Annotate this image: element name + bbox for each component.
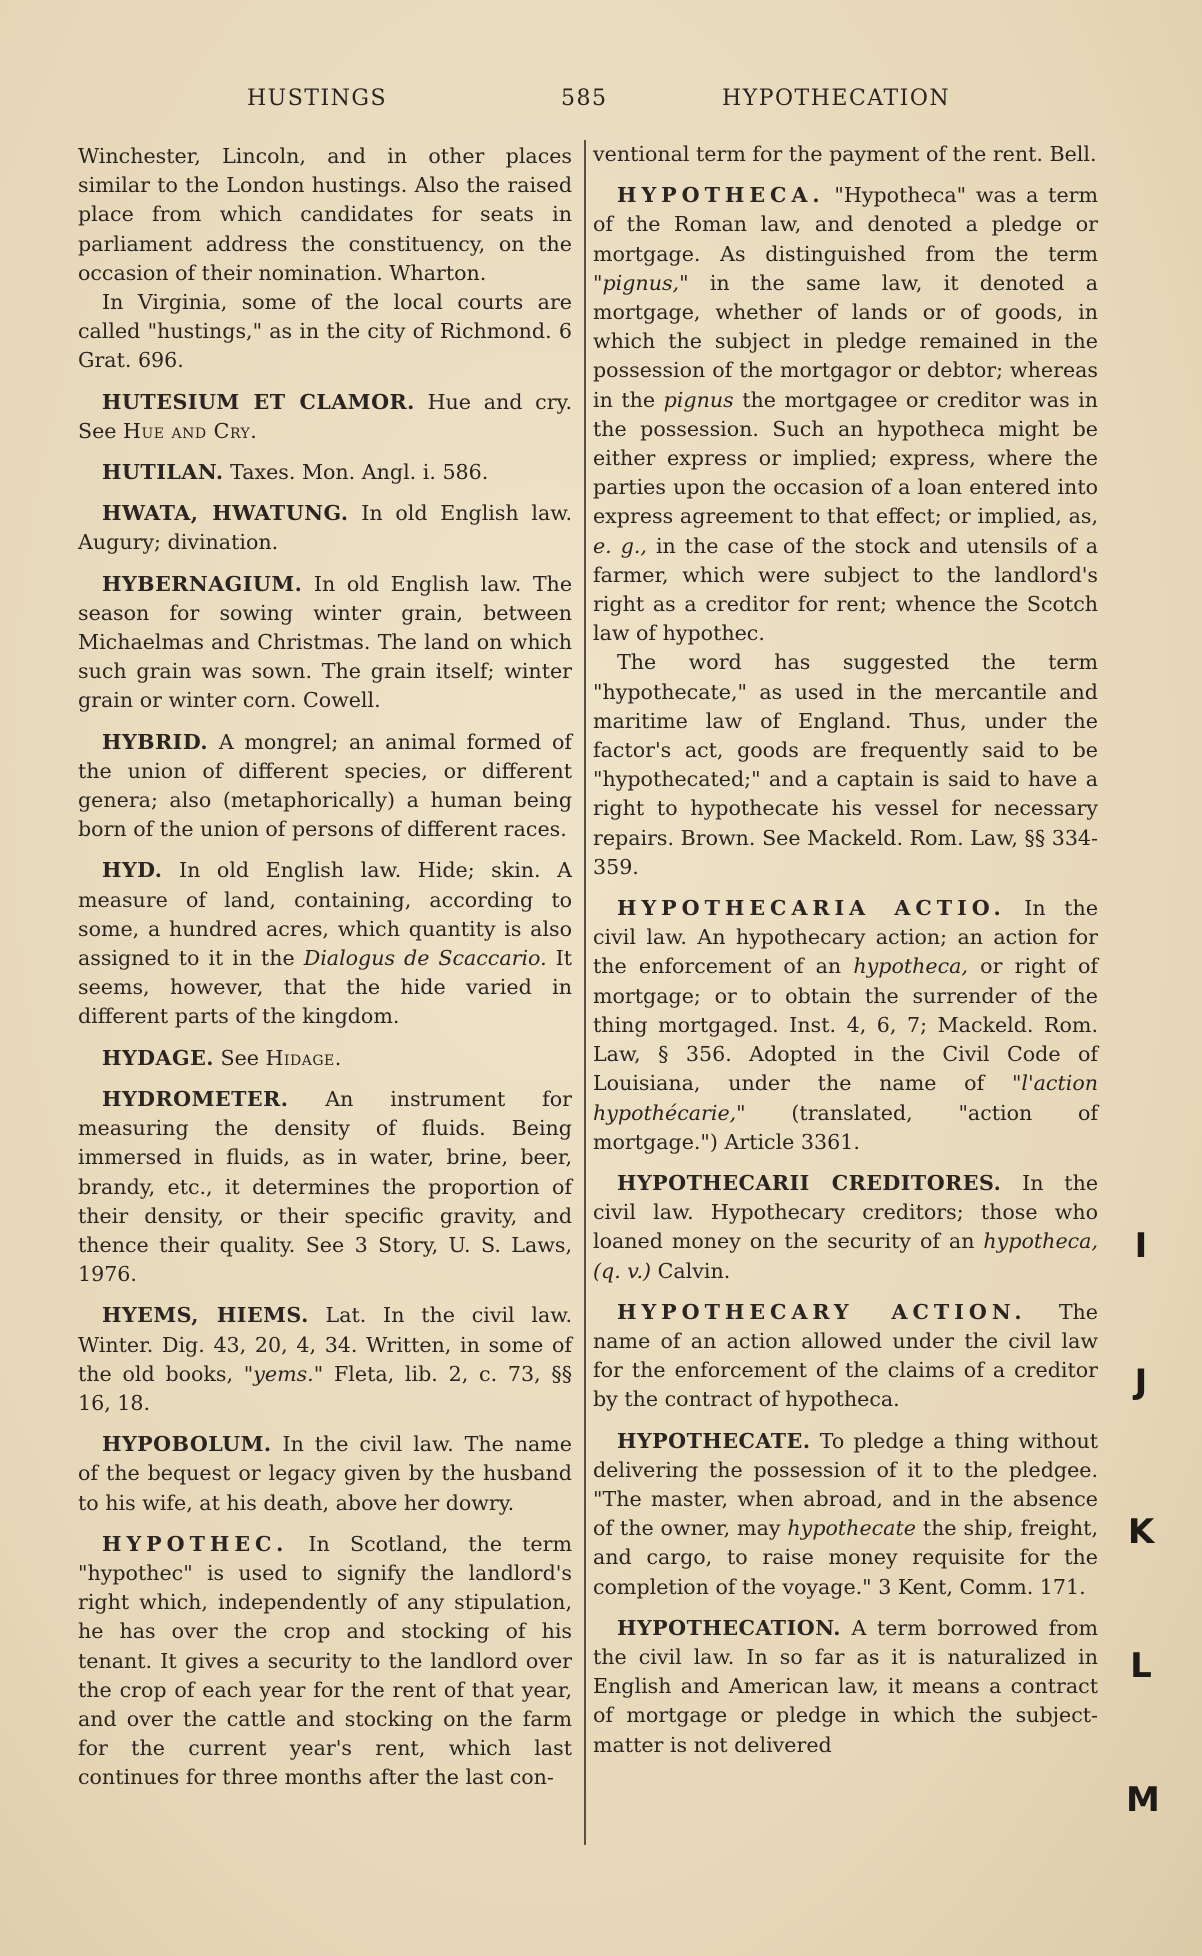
definition: To pledge a thing without delivering the possession of it to the pledgee. "The master, when abroad, and in the absence of the owner, may [593,1428,1098,1541]
running-header [0,86,1202,120]
header-guide-word-right: HYPOTHECATION [722,86,951,111]
definition: It seems, however, that the hide varied in different parts of the kingdom. [78,946,572,1029]
entry-hypotheca [593,181,1098,648]
italic-abbrev: (q. v.) [593,1258,652,1283]
entry-hydrometer [78,1085,572,1289]
definition: In the civil law. An hypothecary action; an action for the enforcement of an [593,896,1099,979]
headword: HYPOTHECATE. [617,1428,811,1453]
definition: In old English law. Hide; skin. A measure of land, containing, according to some, a hundred acres, which quantity is also assigned to it in the [78,858,573,971]
entry-hustings-virginia: In Virginia, some of the local courts are called "hustings," as in the city of Richmond. 6 Grat. 696. [78,290,572,373]
definition: Lat. In the civil law. Winter. Dig. 43, 20, 4, 34. Written, in some of the old books, [78,1303,572,1386]
headword: HYPOTHECA. [617,183,825,208]
definition: Fleta, lib. 2, c. 73, §§ 16, 18. [78,1361,573,1415]
definition: In the civil law. Hypothecary creditors; those who loaned money on the security of an [593,1170,1099,1254]
italic-title: Dialogus de Scaccario. [303,946,547,971]
definition: A mongrel; an animal formed of the union of different species, or different genera; also (metaphorically) a human being born of the union of persons of different races. [78,729,572,842]
headword: HYDROMETER. [102,1086,289,1111]
entry-hutesium [78,388,572,446]
definition: Calvin. [657,1258,731,1283]
italic-term: pignus [663,387,734,412]
definition: in the same law, it denoted a mortgage, whether of lands or of goods, in which the subject in pledge remained in the possession of the mortgagor or debtor; whereas in the [593,270,1099,412]
cross-reference: Hue and Cry. [123,418,258,443]
italic-abbrev: e. g., [593,533,647,558]
cross-reference: Hidage. [265,1045,342,1070]
headword: HYEMS, HIEMS. [102,1303,309,1328]
headword: HYPOTHECARY ACTION. [617,1299,1027,1324]
entry-hyems [78,1301,572,1418]
definition: Hue and cry. See [78,389,572,443]
thumb-index-letter-j[interactable]: J [1134,1362,1148,1402]
thumb-index-letter-k[interactable]: K [1127,1512,1155,1552]
entry-hutilan [78,458,572,487]
definition: In the civil law. The name of the bequest or legacy given by the husband to his wife, at his death, above her dowry. [78,1432,572,1515]
header-guide-word-left: HUSTINGS [247,86,388,111]
entry-hypothecarii [593,1169,1098,1286]
italic-term: hypotheca, [983,1229,1098,1254]
entry-hydage [78,1044,572,1073]
definition: the mortgagee or creditor was in the possession. Such an hypotheca might be either express or implied; express, where the parties upon the occasion of a loan entered into express agreement to that effect; or implied, as, [593,387,1099,529]
definition: (translated, "action of mortgage.") Article 3361. [593,1100,1098,1154]
italic-term: hypotheca, [853,954,968,979]
headword: HUTILAN. [102,460,224,485]
definition: or right of mortgage; or to obtain the surrender of the thing mortgaged. Inst. 4, 6, 7; Mackeld. Rom. Law, § 356. Adopted in the Civil Code of Louisiana, under the name of [593,954,1098,1096]
definition: In old English law. The season for sowing winter grain, between Michaelmas and Christmas. The land on which such grain was sown. The grain itself; winter grain or winter corn. Cowell. [78,571,573,713]
italic-term: "l'action hypothécarie," [593,1071,1098,1125]
entry-hustings-continued: Winchester, Lincoln, and in other places similar to the London hustings. Also the raised place from which candidates for seats in parliament address the constituency, on the occasion of their nomination. Wharton. [78,144,572,285]
thumb-index-letter-i[interactable]: I [1134,1226,1148,1266]
entry-hybernagium [78,570,572,716]
headword: HYPOTHECATION. [617,1615,841,1640]
definition: the ship, freight, and cargo, to raise money requisite for the completion of the voyage." 3 Kent, Comm. 171. [593,1516,1099,1599]
headword: HYPOTHEC. [102,1531,289,1556]
headword: HYPOTHECARII CREDITORES. [617,1170,1002,1195]
entry-hyd [78,856,572,1031]
headword: HYPOTHECARIA ACTIO. [617,896,1006,921]
entry-hypothec [78,1530,572,1793]
definition: See [220,1045,259,1070]
headword: HWATA, HWATUNG. [102,501,349,526]
headword: HYPOBOLUM. [102,1432,272,1457]
italic-term: "pignus," [593,270,689,295]
definition: "Hypotheca" was a term of the Roman law, and denoted a pledge or mortgage. As distinguished from the term [593,183,1099,266]
entry-hybrid [78,728,572,845]
entry-hypothecate [593,1427,1098,1602]
entry-hypothecary-action [593,1298,1098,1415]
headword: HYD. [102,858,163,883]
definition: In Scotland, the term "hypothec" is used to signify the landlord's right which, independently of any stipulation, he has over the crop and stocking of his tenant. It gives a security to the landlord over the crop of each year for the rent of that year, and over the cattle and stocking on the farm for the current year's rent, which last continues for three months after the last con- [78,1531,572,1790]
headword: HYBERNAGIUM. [102,571,303,596]
left-column [78,142,572,1793]
definition: Taxes. Mon. Angl. i. 586. [230,460,489,485]
entry-hypothec-continued: ventional term for the payment of the rent. Bell. [593,142,1097,166]
thumb-index-letter-m[interactable]: M [1126,1780,1160,1820]
entry-hypothecaria [593,894,1098,1157]
definition: in the case of the stock and utensils of a farmer, which were subject to the landlord's right as a creditor for rent; whence the Scotch law of hypothec. [593,533,1099,646]
page-number: 585 [561,86,608,111]
definition: The name of an action allowed under the civil law for the enforcement of the claims of a creditor by the contract of hypotheca. [593,1299,1098,1412]
entry-hwata [78,499,572,557]
definition: An instrument for measuring the density of fluids. Being immersed in fluids, as in water, brine, beer, brandy, etc., it determines the proportion of their density, or their specific gravity, and thence their quality. See 3 Story, U. S. Laws, 1976. [78,1086,572,1287]
entry-hypothecation [593,1614,1098,1760]
definition: In old English law. Augury; divination. [78,501,572,555]
thumb-index-letter-l[interactable]: L [1130,1646,1152,1686]
right-column [593,140,1098,1760]
italic-term: hypothecate [787,1516,916,1541]
column-divider [584,140,586,1845]
headword: HYBRID. [102,729,209,754]
entry-hypobolum [78,1430,572,1518]
entry-hypotheca-word: The word has suggested the term "hypothecate," as used in the mercantile and maritime law of England. Thus, under the factor's act, goods are frequently said to be "hypothecated;" and a captain is said to have a right to hypothecate his vessel for necessary repairs. Brown. See Mackeld. Rom. Law, §§ 334-359. [593,650,1098,879]
headword: HUTESIUM ET CLAMOR. [102,389,415,414]
italic-term: "yems." [243,1361,324,1386]
definition: A term borrowed from the civil law. In so far as it is naturalized in English and American law, it means a contract of mortgage or pledge in which the subject-matter is not delivered [593,1615,1099,1757]
headword: HYDAGE. [102,1045,214,1070]
